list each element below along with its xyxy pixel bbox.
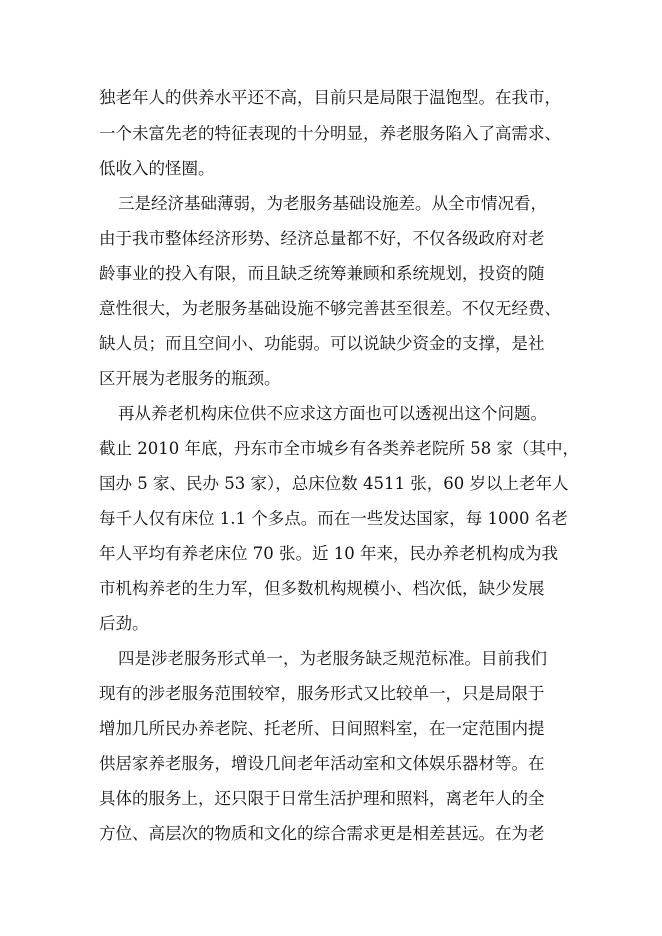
text-line-8: 缺人员；而且空间小、功能弱。可以说缺少资金的支撑，是社	[99, 334, 545, 353]
text-line-9: 区开展为老服务的瓶颈。	[99, 369, 281, 388]
text-line-1: 独老年人的供养水平还不高，目前只是局限于温饱型。在我市，	[99, 88, 561, 107]
text-line-21: 具体的服务上，还只限于日常生活护理和照料，离老年人的全	[99, 789, 545, 808]
text-line-3: 低收入的怪圈。	[99, 159, 215, 178]
text-line-20: 供居家养老服务，增设几间老年活动室和文体娱乐器材等。在	[99, 754, 545, 773]
text-line-2: 一个未富先老的特征表现的十分明显，养老服务陷入了高需求、	[99, 124, 561, 143]
text-line-10: 再从养老机构床位供不应求这方面也可以透视出这个问题。	[118, 404, 547, 423]
text-line-4: 三是经济基础薄弱，为老服务基础设施差。从全市情况看，	[118, 194, 547, 213]
text-line-12: 国办 5 家、民办 53 家），总床位数 4511 张，60 岁以上老年人	[99, 474, 569, 493]
text-line-6: 龄事业的投入有限，而且缺乏统筹兼顾和系统规划，投资的随	[99, 264, 545, 283]
text-line-14: 年人平均有养老床位 70 张。近 10 年来，民办养老机构成为我	[99, 544, 558, 563]
text-line-11: 截止 2010 年底，丹东市全市城乡有各类养老院所 58 家（其中，	[99, 439, 579, 458]
text-line-7: 意性很大，为老服务基础设施不够完善甚至很差。不仅无经费、	[99, 299, 561, 318]
text-line-5: 由于我市整体经济形势、经济总量都不好，不仅各级政府对老	[99, 229, 545, 248]
text-line-16: 后劲。	[99, 614, 149, 633]
text-line-18: 现有的涉老服务范围较窄，服务形式又比较单一，只是局限于	[99, 684, 545, 703]
text-line-19: 增加几所民办养老院、托老所、日间照料室，在一定范围内提	[99, 719, 545, 738]
text-line-13: 每千人仅有床位 1.1 个多点。而在一些发达国家，每 1000 名老	[99, 509, 568, 528]
text-line-15: 市机构养老的生力军，但多数机构规模小、档次低，缺少发展	[99, 579, 545, 598]
text-line-17: 四是涉老服务形式单一，为老服务缺乏规范标准。目前我们	[118, 649, 547, 668]
text-line-22: 方位、高层次的物质和文化的综合需求更是相差甚远。在为老	[99, 824, 545, 843]
